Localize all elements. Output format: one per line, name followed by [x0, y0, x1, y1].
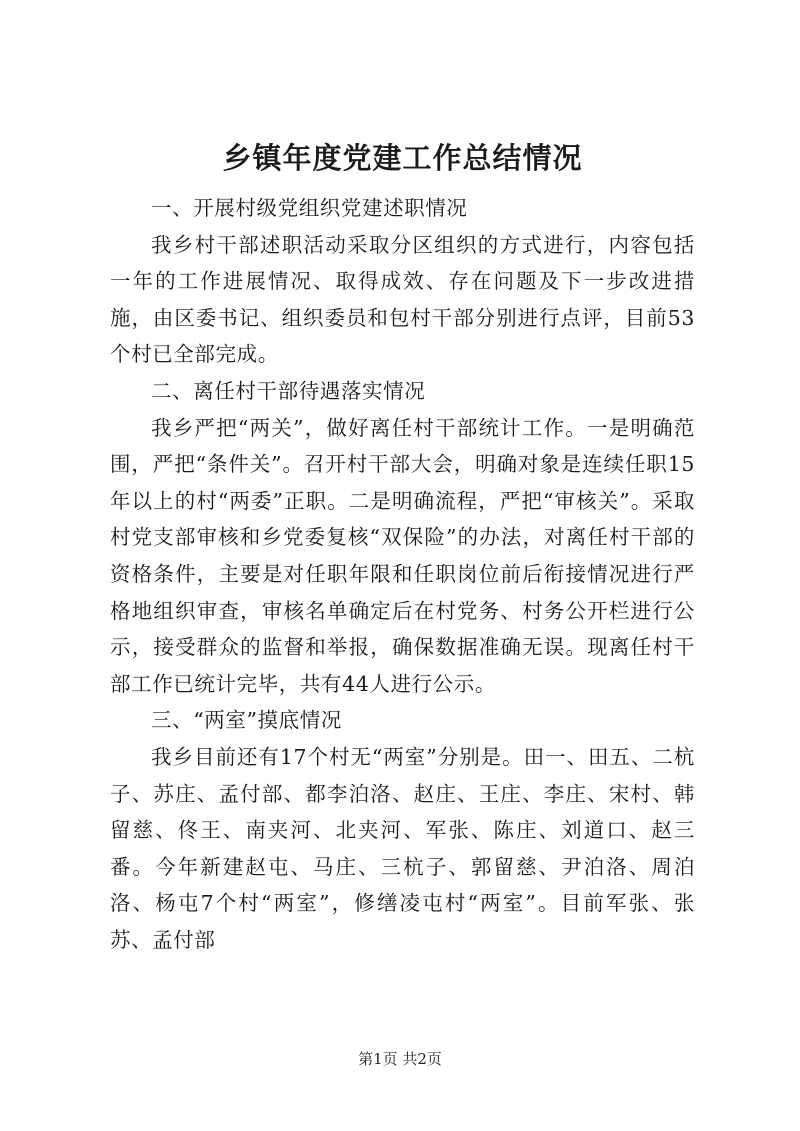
document-page: [110, 138, 695, 958]
section-heading-1: 一、开展村级党组织党建述职情况: [151, 196, 468, 220]
page-footer: 第1页 共2页: [358, 1050, 442, 1068]
section-paragraph-2: 我乡严把“两关”，做好离任村干部统计工作。一是明确范围，严把“条件关”。召开村干部大会，明确对象是连续任职15年以上的村“两委”正职。二是明确流程，严把“审核关”。采取村党支部审核和乡党委复核“双保险”的办法，对离任村干部的资格条件，主要是对任职年限和任职岗位前后衔接情况进行严格地组织审查，审核名单确定后在村党务、村务公开栏进行公示，接受群众的监督和举报，确保数据准确无误。现离任村干部工作已统计完毕，共有44人进行公示。: [110, 415, 695, 696]
section-heading-2: 二、离任村干部待遇落实情况: [151, 378, 426, 403]
section-paragraph-3: 我乡目前还有17个村无“两室”分别是。田一、田五、二杭子、苏庄、孟付部、都李泊洛、赵庄、王庄、李庄、宋村、韩留慈、佟王、南夹河、北夹河、军张、陈庄、刘道口、赵三番。今年新建赵屯、马庄、三杭子、郭留慈、尹泊洛、周泊洛、杨屯7个村“两室”，修缮凌屯村“两室”。目前军张、张苏、孟付部: [110, 744, 695, 952]
section-paragraph-1: 我乡村干部述职活动采取分区组织的方式进行，内容包括一年的工作进展情况、取得成效、存在问题及下一步改进措施，由区委书记、组织委员和包村干部分别进行点评，目前53个村已全部完成。: [110, 232, 695, 367]
section-heading-3: 三、“两室”摸底情况: [151, 708, 342, 733]
document-title: 乡镇年度党建工作总结情况: [222, 141, 583, 175]
